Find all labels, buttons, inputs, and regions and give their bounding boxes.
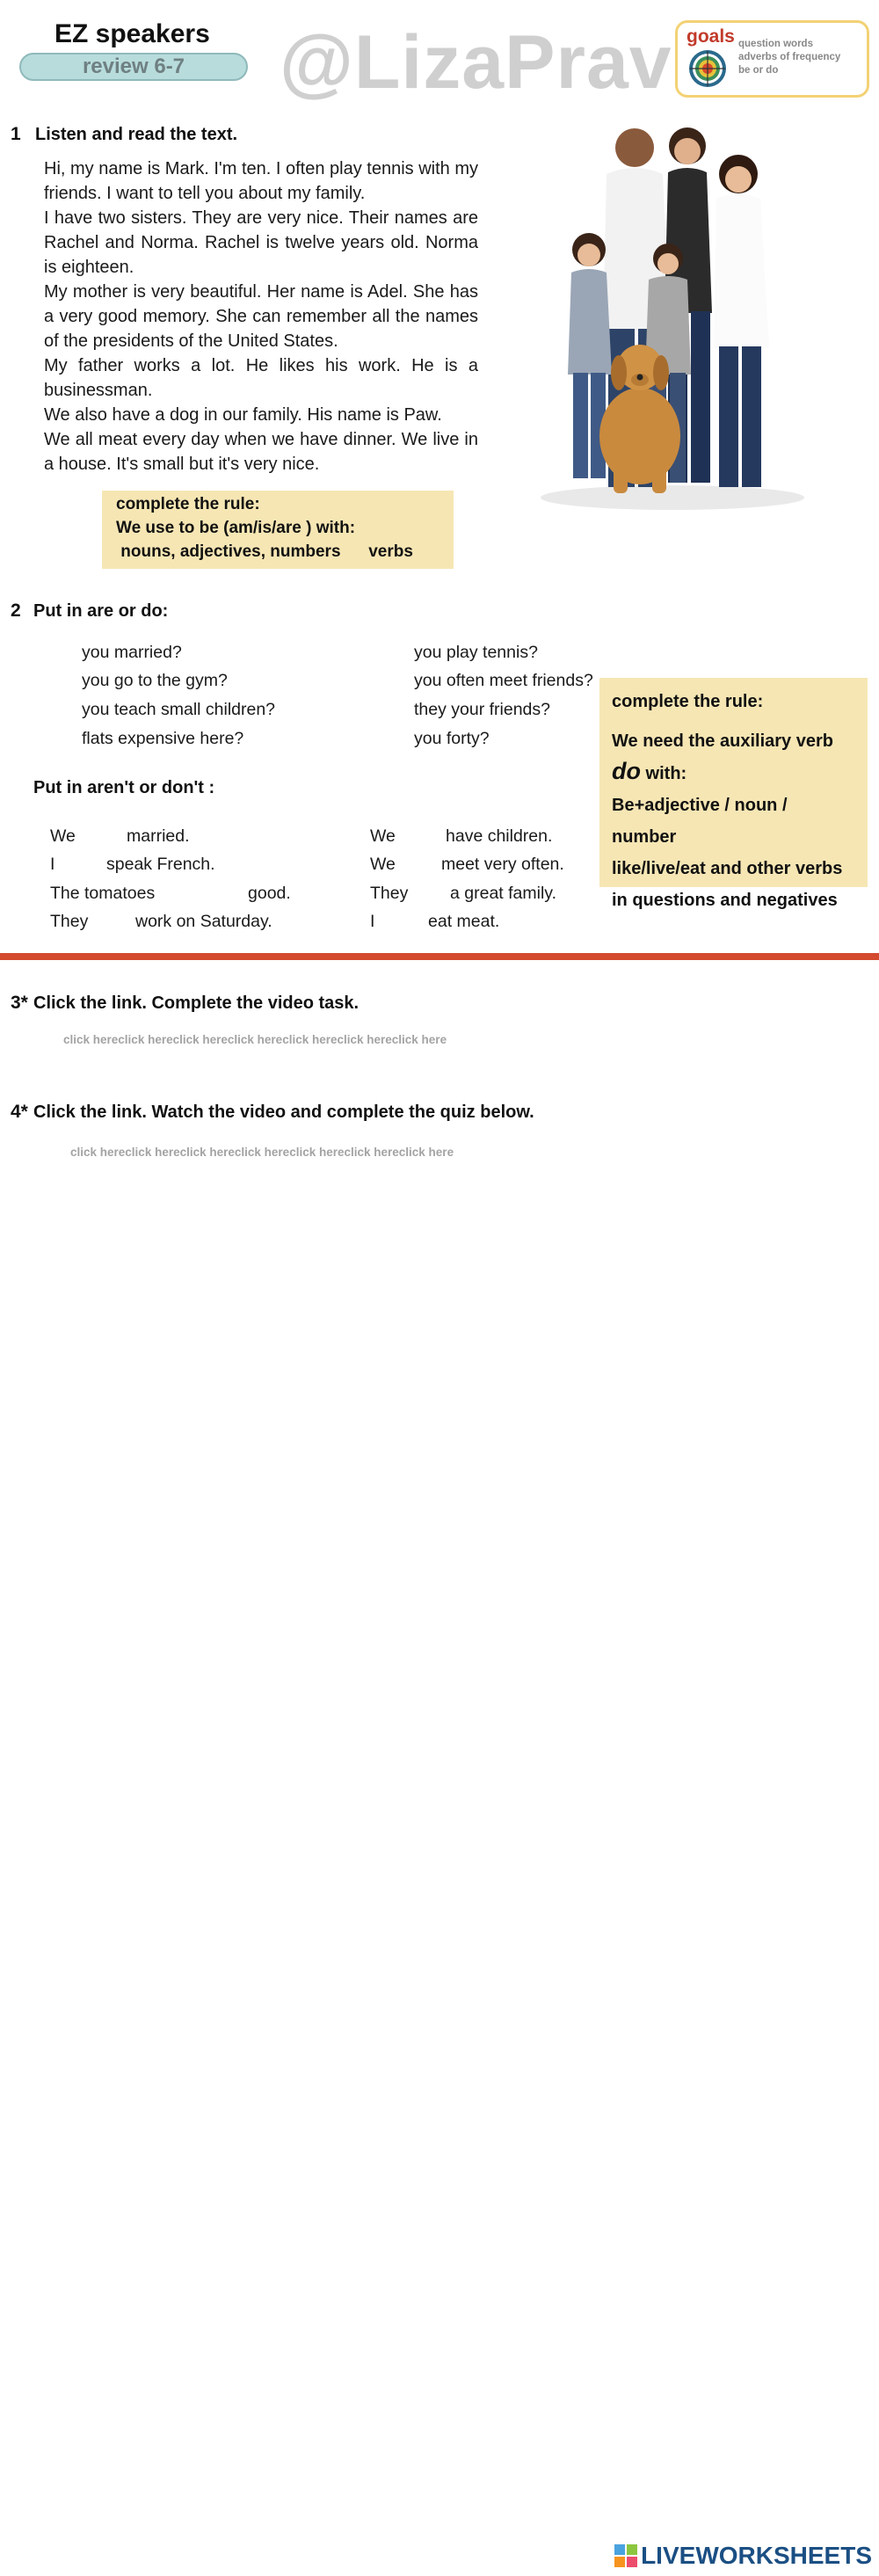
rule-with: with: (641, 764, 687, 783)
quiz-link[interactable]: click here (125, 1146, 180, 1159)
question-item: flats expensive here? (82, 729, 244, 748)
sentence-subject: I (50, 855, 55, 874)
rule-options[interactable]: nouns, adjectives, numbers verbs (116, 542, 413, 561)
sentence-rest: speak French. (106, 855, 215, 874)
question-item: you teach small children? (82, 700, 276, 719)
task4-title: Click the link. Watch the video and complete the quiz below. (33, 1102, 534, 1122)
task4-number: 4* (11, 1102, 28, 1122)
rule-do-line (612, 755, 855, 790)
rule-line: in questions and negatives (612, 891, 838, 910)
rule-title: complete the rule: (612, 692, 764, 711)
video-link[interactable]: click here (118, 1033, 173, 1046)
rule-do-word: do (612, 758, 641, 784)
reading-paragraph: My father works a lot. He likes his work. He is a businessman. (44, 356, 478, 400)
question-item: you forty? (414, 729, 490, 748)
target-icon (688, 49, 727, 88)
reading-paragraph: We all meat every day when we have dinner. We live in a house. It's small but it's very nice. (44, 430, 478, 474)
sentence-rest: married. (127, 826, 190, 846)
sentence-rest: a great family. (450, 884, 557, 903)
sentence-subject: They (50, 912, 89, 931)
reading-paragraph: Hi, my name is Mark. I'm ten. I often play tennis with my friends. I want to tell you about my family. (44, 159, 478, 203)
reading-paragraph: We also have a dog in our family. His name is Paw. (44, 405, 442, 425)
question-item: you go to the gym? (82, 671, 228, 690)
sentence-subject: They (370, 884, 409, 903)
rule-box-be (102, 491, 454, 569)
video-link[interactable]: click here (63, 1033, 119, 1046)
quiz-link[interactable]: click here (289, 1146, 345, 1159)
sentence-rest: meet very often. (441, 855, 564, 874)
video-link[interactable]: click here (227, 1033, 283, 1046)
sentence-subject: The tomatoes (50, 884, 156, 903)
task3-links (63, 1033, 447, 1046)
sentence-subject: I (370, 912, 375, 931)
review-badge: review 6-7 (19, 53, 248, 81)
sentence-rest: eat meat. (428, 912, 500, 931)
footer-logo-text: LIVEWORKSHEETS (641, 2542, 872, 2569)
sentence-rest: work on Saturday. (135, 912, 272, 931)
question-item: you often meet friends? (414, 671, 593, 690)
quiz-link[interactable]: click here (234, 1146, 290, 1159)
section-divider (0, 953, 879, 960)
goals-item: be or do (738, 65, 779, 76)
rule-option[interactable]: like/live/eat and other verbs (612, 859, 843, 878)
goals-item: adverbs of frequency (738, 52, 841, 62)
video-link[interactable]: click here (337, 1033, 392, 1046)
goals-box (675, 20, 869, 98)
quiz-link[interactable]: click here (70, 1146, 126, 1159)
video-link[interactable]: click here (391, 1033, 447, 1046)
reading-text (44, 156, 478, 477)
quiz-link[interactable]: click here (398, 1146, 454, 1159)
quiz-link[interactable]: click here (344, 1146, 399, 1159)
task1-title: Listen and read the text. (35, 125, 238, 144)
task1-number: 1 (11, 124, 21, 144)
sentence-subject: We (50, 826, 76, 846)
reading-paragraph: My mother is very beautiful. Her name is Adel. She has a very good memory. She can remember all the names of the presidents of the United States. (44, 282, 478, 351)
task3-number: 3* (11, 993, 28, 1013)
brand-title: EZ speakers (54, 19, 210, 48)
goals-list (738, 38, 840, 77)
footer-logo[interactable] (614, 2543, 872, 2569)
rule-box-do (599, 678, 868, 910)
rule-title: complete the rule: (116, 495, 260, 513)
task2-title: Put in are or do: (33, 601, 169, 621)
rule-option[interactable]: Be+adjective / noun / number (612, 796, 788, 847)
question-item: you play tennis? (414, 643, 538, 662)
sentence-rest: good. (248, 884, 291, 903)
question-item: you married? (82, 643, 182, 662)
reading-paragraph: I have two sisters. They are very nice. Their names are Rachel and Norma. Rachel is twelve years old. Norma is eighteen. (44, 208, 478, 277)
video-link[interactable]: click here (282, 1033, 338, 1046)
video-link[interactable]: click here (172, 1033, 228, 1046)
question-item: they your friends? (414, 700, 551, 719)
quiz-link[interactable]: click here (179, 1146, 235, 1159)
rule-line: We need the auxiliary verb (612, 731, 833, 751)
sentence-rest: have children. (446, 826, 553, 846)
family-photo (527, 111, 817, 515)
sentence-subject: We (370, 855, 396, 874)
liveworksheets-icon (614, 2544, 637, 2567)
task3-title: Click the link. Complete the video task. (33, 993, 360, 1013)
task2-subtitle: Put in aren't or don't : (33, 778, 215, 797)
sentence-subject: We (370, 826, 396, 846)
goals-item: question words (738, 39, 813, 49)
rule-line: We use to be (am/is/are ) with: (116, 519, 356, 537)
task4-links (70, 1146, 454, 1159)
goals-title: goals (686, 26, 735, 47)
watermark-text: @LizaPrav (280, 20, 672, 105)
task2-number: 2 (11, 600, 21, 621)
